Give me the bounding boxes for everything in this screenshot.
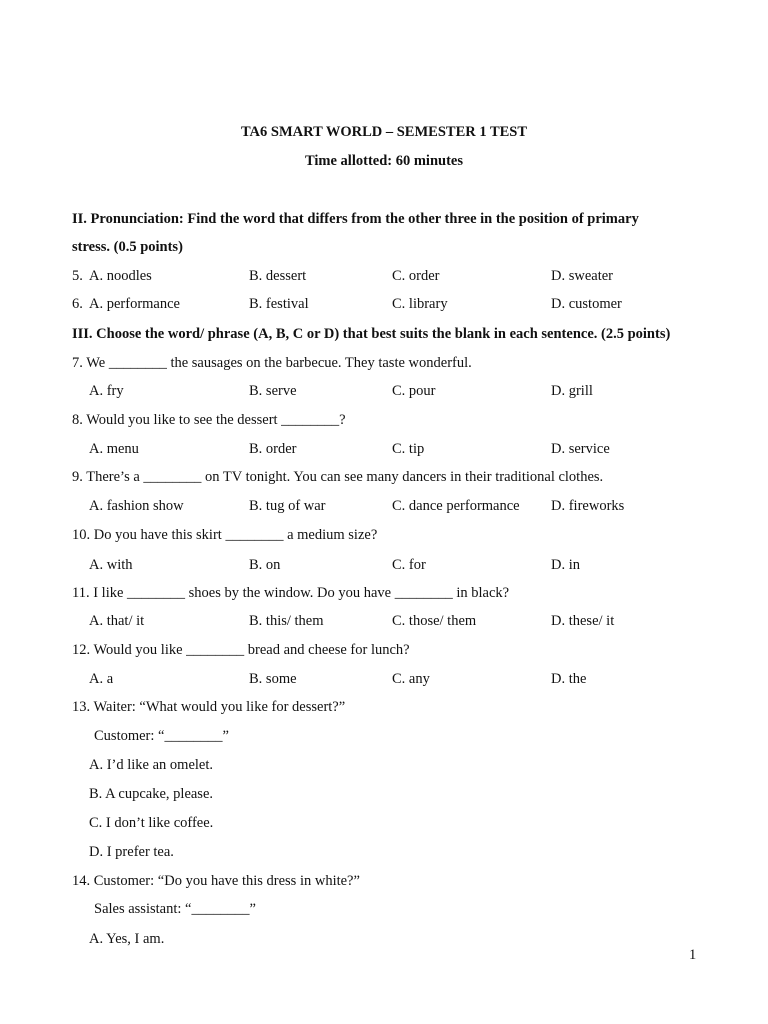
- option-a: A. Yes, I am.: [89, 931, 165, 947]
- page-number: 1: [689, 947, 697, 963]
- section-3-heading: III. Choose the word/ phrase (A, B, C or D) that best suits the blank in each sentence. (2.5 points): [72, 326, 671, 342]
- option-a: A. fashion show: [89, 498, 184, 514]
- test-title: TA6 SMART WORLD – SEMESTER 1 TEST: [240, 124, 528, 140]
- option-d: D. service: [551, 441, 610, 457]
- option-d: D. in: [551, 557, 580, 573]
- question-9: 9. There’s a ________ on TV tonight. You can see many dancers in their traditional clothes.: [72, 469, 604, 485]
- option-c: C. any: [392, 671, 430, 687]
- option-c: C. dance performance: [392, 498, 520, 514]
- time-allotted: Time allotted: 60 minutes: [304, 153, 463, 169]
- option-a: A. noodles: [89, 268, 152, 284]
- question-7: 7. We ________ the sausages on the barbecue. They taste wonderful.: [72, 355, 472, 371]
- option-d: D. customer: [551, 296, 622, 312]
- option-d: D. the: [551, 671, 587, 687]
- question-10: 10. Do you have this skirt ________ a medium size?: [72, 527, 378, 543]
- option-d: D. sweater: [551, 268, 614, 284]
- option-b: B. on: [249, 557, 281, 573]
- option-c: C. tip: [392, 441, 425, 457]
- option-b: B. tug of war: [249, 498, 326, 514]
- option-c: C. pour: [392, 383, 436, 399]
- option-c: C. I don’t like coffee.: [89, 815, 214, 831]
- option-a: A. fry: [89, 383, 124, 399]
- option-b: B. this/ them: [249, 613, 324, 629]
- option-b: B. some: [249, 671, 297, 687]
- question-number: 5.: [72, 268, 83, 284]
- option-d: D. I prefer tea.: [89, 844, 174, 860]
- option-d: D. grill: [551, 383, 593, 399]
- question-number: 6.: [72, 296, 83, 312]
- dialogue-reply: Sales assistant: “________”: [94, 901, 256, 917]
- question-11: 11. I like ________ shoes by the window. Do you have ________ in black?: [72, 585, 510, 601]
- option-a: A. that/ it: [89, 613, 145, 629]
- question-13: 13. Waiter: “What would you like for dessert?”: [72, 699, 346, 715]
- question-12: 12. Would you like ________ bread and cheese for lunch?: [72, 642, 410, 658]
- option-b: B. dessert: [249, 268, 307, 284]
- option-c: C. library: [392, 296, 448, 312]
- option-a: A. I’d like an omelet.: [89, 757, 214, 773]
- option-c: C. order: [392, 268, 440, 284]
- option-a: A. with: [89, 557, 133, 573]
- dialogue-reply: Customer: “________”: [94, 728, 229, 744]
- option-b: B. A cupcake, please.: [89, 786, 214, 802]
- option-a: A. a: [89, 671, 114, 687]
- option-b: B. festival: [249, 296, 309, 312]
- option-b: B. serve: [249, 383, 297, 399]
- option-a: A. performance: [89, 296, 180, 312]
- section-2-heading-cont: stress. (0.5 points): [72, 239, 183, 255]
- option-a: A. menu: [89, 441, 139, 457]
- option-c: C. for: [392, 557, 426, 573]
- question-8: 8. Would you like to see the dessert ________?: [72, 412, 346, 428]
- section-2-heading: II. Pronunciation: Find the word that differs from the other three in the position of primary: [72, 211, 639, 227]
- option-d: D. fireworks: [551, 498, 625, 514]
- option-b: B. order: [249, 441, 297, 457]
- question-14: 14. Customer: “Do you have this dress in white?”: [72, 873, 360, 889]
- option-c: C. those/ them: [392, 613, 477, 629]
- option-d: D. these/ it: [551, 613, 615, 629]
